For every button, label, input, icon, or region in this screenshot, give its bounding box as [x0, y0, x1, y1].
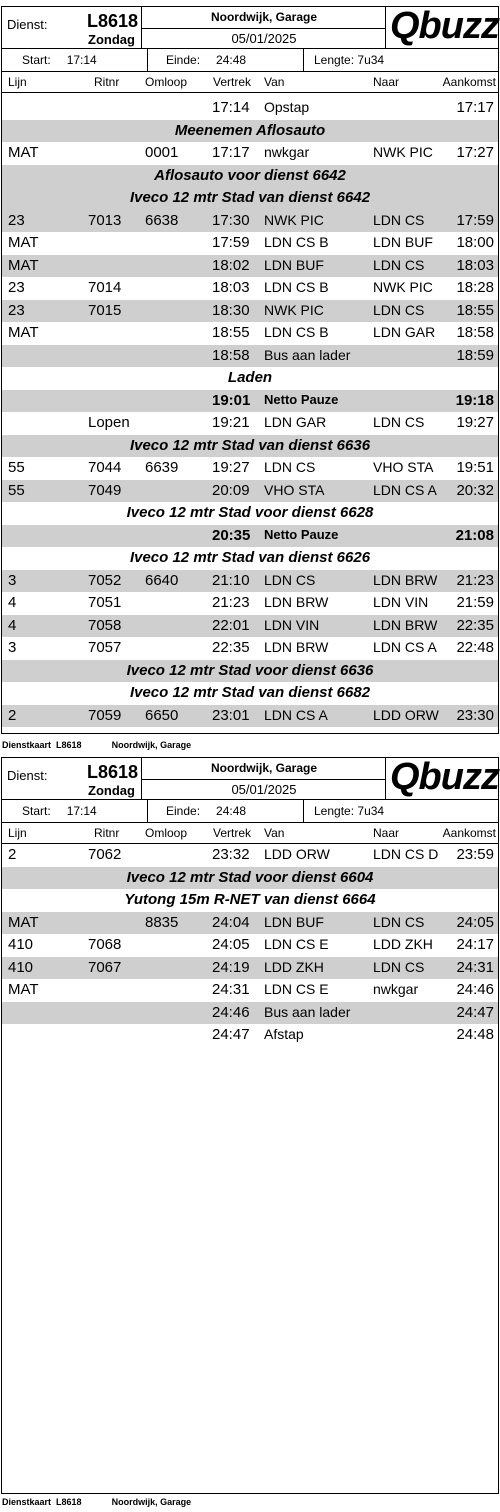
cell-van: LDN BUF — [264, 913, 324, 930]
cell-ritnr: 7044 — [88, 459, 122, 476]
cell-aankomst: 23:59 — [456, 846, 494, 863]
cell-van: LDN BRW — [264, 639, 329, 655]
trip-row — [2, 232, 498, 255]
cell-naar: LDN CS A — [373, 481, 437, 498]
day-label: Zondag — [88, 783, 135, 798]
cell-lijn: MAT — [8, 256, 39, 274]
section-header — [2, 165, 498, 188]
cell-vertrek: 18:55 — [212, 324, 250, 341]
cell-aankomst: 24:47 — [456, 1003, 494, 1021]
cell-ritnr: 7014 — [88, 279, 122, 296]
cell-vertrek: 18:30 — [212, 301, 250, 319]
cell-aankomst: 17:59 — [456, 211, 494, 229]
cell-lijn: 23 — [8, 301, 25, 319]
cell-aankomst: 21:59 — [456, 594, 494, 611]
start-cell — [2, 800, 148, 822]
cell-vertrek: 17:59 — [212, 234, 250, 251]
trip-row — [2, 705, 498, 728]
cell-vertrek: 24:31 — [212, 981, 250, 998]
footer-dienst: L8618 — [56, 1497, 82, 1507]
cell-lijn: 4 — [8, 616, 17, 634]
cell-naar: LDN CS A — [373, 639, 437, 655]
cell-aankomst: 21:23 — [456, 571, 494, 589]
cell-vertrek: 22:35 — [212, 639, 250, 656]
cell-vertrek: 23:32 — [212, 846, 250, 863]
cell-vertrek: 21:10 — [212, 571, 250, 589]
trip-row — [2, 525, 498, 548]
cell-vertrek: 24:19 — [212, 958, 250, 976]
col-lijn: Lijn — [8, 75, 27, 89]
cell-lijn: 410 — [8, 958, 34, 976]
cell-van: LDN BUF — [264, 256, 324, 273]
trip-row — [2, 844, 498, 867]
trip-row — [2, 480, 498, 503]
col-omloop: Omloop — [145, 75, 188, 89]
times-row — [2, 800, 498, 822]
cell-vertrek: 18:58 — [212, 346, 250, 364]
cell-naar: LDN CS D — [373, 846, 439, 862]
cell-lijn: MAT — [8, 144, 39, 161]
footer-location: Noordwijk, Garage — [111, 1497, 192, 1507]
col-aankomst: Aankomst — [442, 75, 496, 89]
trip-row — [2, 934, 498, 957]
section-header — [2, 660, 498, 683]
section-title: Laden — [227, 369, 273, 386]
trip-row — [2, 1024, 498, 1047]
cell-naar: LDD ZKH — [373, 936, 433, 952]
section-title: Iveco 12 mtr Stad van dienst 6626 — [129, 549, 371, 566]
cell-aankomst: 24:05 — [456, 913, 494, 931]
lengte-value: 7u34 — [357, 53, 385, 67]
cell-naar: NWK PIC — [373, 279, 433, 295]
location: Noordwijk, Garage — [142, 758, 386, 780]
section-title: Yutong 15m R-NET van dienst 6664 — [124, 891, 376, 908]
col-vertrek: Vertrek — [213, 826, 252, 840]
col-aankomst: Aankomst — [442, 826, 496, 840]
cell-aankomst: 24:48 — [456, 1026, 494, 1043]
dienst-label: Dienst: — [7, 768, 48, 783]
section-header — [2, 889, 498, 912]
trip-row — [2, 457, 498, 480]
footer-label: Dienstkaart — [2, 1497, 52, 1507]
cell-ritnr: 7067 — [88, 958, 122, 976]
cell-omloop: 6650 — [145, 706, 179, 724]
location: Noordwijk, Garage — [142, 7, 386, 29]
dienst-label: Dienst: — [7, 17, 48, 32]
trip-table — [2, 93, 498, 727]
lengte-cell — [304, 49, 498, 71]
trip-table — [2, 844, 498, 1047]
section-title: Iveco 12 mtr Stad voor dienst 6604 — [126, 868, 374, 886]
cell-vertrek: 22:01 — [212, 616, 250, 634]
cell-van: LDN CS B — [264, 234, 329, 250]
start-time: 17:14 — [66, 53, 97, 67]
col-van: Van — [264, 826, 285, 840]
cell-aankomst: 23:30 — [456, 706, 494, 724]
cell-aankomst: 21:08 — [455, 526, 494, 544]
cell-naar: LDN BRW — [373, 616, 438, 633]
cell-van: LDN VIN — [264, 616, 320, 633]
cell-lijn: 2 — [8, 706, 17, 724]
start-label: Start: — [22, 53, 51, 67]
cell-aankomst: 19:51 — [456, 459, 494, 476]
section-title: Iveco 12 mtr Stad voor dienst 6636 — [126, 661, 374, 679]
cell-naar: LDN GAR — [373, 324, 436, 340]
cell-aankomst: 19:27 — [456, 414, 494, 431]
cell-van: Bus aan lader — [264, 346, 351, 363]
start-label: Start: — [22, 804, 51, 818]
trip-row — [2, 1002, 498, 1025]
cell-aankomst: 24:46 — [456, 981, 494, 998]
cell-vertrek: 24:46 — [212, 1003, 250, 1021]
col-naar: Naar — [373, 826, 400, 840]
day-label: Zondag — [88, 32, 135, 47]
logo-text: Qbuzz — [390, 5, 499, 47]
cell-lijn: 55 — [8, 481, 25, 499]
col-lijn: Lijn — [8, 826, 27, 840]
dienst-cell — [2, 758, 142, 800]
cell-van: Opstap — [264, 99, 310, 115]
cell-aankomst: 17:17 — [456, 99, 494, 116]
cell-aankomst: 18:55 — [456, 301, 494, 319]
einde-cell — [148, 49, 304, 71]
einde-label: Einde: — [166, 804, 201, 818]
cell-lijn: 4 — [8, 594, 17, 611]
start-cell — [2, 49, 148, 71]
column-header — [2, 823, 498, 844]
dienst-number: L8618 — [87, 762, 139, 782]
section-header — [2, 367, 498, 390]
footer-label: Dienstkaart — [2, 740, 52, 750]
section-header — [2, 547, 498, 570]
trip-row — [2, 142, 498, 165]
section-header — [2, 120, 498, 143]
cell-vertrek: 21:23 — [212, 594, 250, 611]
cell-van: nwkgar — [264, 144, 310, 160]
cell-ritnr: 7049 — [88, 481, 122, 499]
cell-ritnr: 7068 — [88, 936, 122, 953]
cell-van: LDD ZKH — [264, 958, 324, 975]
footer-location: Noordwijk, Garage — [111, 740, 192, 750]
cell-omloop: 6639 — [145, 459, 179, 476]
column-header — [2, 72, 498, 93]
lengte-value: 7u34 — [357, 804, 385, 818]
cell-van: LDN CS — [264, 571, 316, 588]
cell-naar: LDN VIN — [373, 594, 429, 610]
cell-lijn: 3 — [8, 639, 17, 656]
trip-row — [2, 592, 498, 615]
trip-row — [2, 637, 498, 660]
cell-van: Bus aan lader — [264, 1003, 351, 1020]
cell-naar: LDN CS — [373, 958, 425, 975]
cell-omloop: 8835 — [145, 913, 179, 931]
section-title: Iveco 12 mtr Stad van dienst 6636 — [129, 436, 371, 454]
cell-van: LDN CS E — [264, 981, 329, 997]
cell-lijn: 55 — [8, 459, 25, 476]
cell-omloop: 6640 — [145, 571, 179, 589]
trip-row — [2, 322, 498, 345]
cell-ritnr: 7013 — [88, 211, 122, 229]
cell-ritnr: 7058 — [88, 616, 122, 634]
col-ritnr: Ritnr — [94, 826, 120, 840]
trip-row — [2, 412, 498, 435]
cell-naar: NWK PIC — [373, 144, 433, 160]
lengte-cell — [304, 800, 498, 822]
cell-ritnr: 7059 — [88, 706, 122, 724]
logo-text: Qbuzz — [390, 756, 499, 798]
cell-naar: VHO STA — [373, 459, 434, 475]
cell-ritnr: 7052 — [88, 571, 122, 589]
cell-vertrek: 18:03 — [212, 279, 250, 296]
cell-naar: LDD ORW — [373, 706, 439, 723]
cell-aankomst: 17:27 — [456, 144, 494, 161]
col-vertrek: Vertrek — [213, 75, 252, 89]
cell-lijn: MAT — [8, 324, 39, 341]
cell-aankomst: 24:31 — [456, 958, 494, 976]
cell-van: LDN CS B — [264, 324, 329, 340]
footer-dienst: L8618 — [56, 740, 82, 750]
cell-van: VHO STA — [264, 481, 325, 498]
cell-lijn: MAT — [8, 234, 39, 251]
card-header — [2, 7, 498, 72]
footer-page-1 — [2, 740, 191, 750]
cell-vertrek: 20:09 — [212, 481, 250, 499]
cell-omloop: 6638 — [145, 211, 179, 229]
cell-vertrek: 17:17 — [212, 144, 250, 161]
date: 05/01/2025 — [231, 782, 297, 797]
cell-van: LDN CS B — [264, 279, 329, 295]
cell-vertrek: 19:27 — [212, 459, 250, 476]
cell-vertrek: 23:01 — [212, 706, 250, 724]
trip-row — [2, 300, 498, 323]
section-header — [2, 682, 498, 705]
cell-aankomst: 20:32 — [456, 481, 494, 499]
cell-aankomst: 18:03 — [456, 256, 494, 274]
cell-aankomst: 22:48 — [456, 639, 494, 656]
section-header — [2, 502, 498, 525]
cell-lijn: MAT — [8, 981, 39, 998]
cell-lijn: 3 — [8, 571, 17, 589]
col-van: Van — [264, 75, 285, 89]
cell-naar: LDN CS — [373, 211, 425, 228]
cell-naar: LDN BRW — [373, 571, 438, 588]
start-time: 17:14 — [66, 804, 97, 818]
trip-row — [2, 570, 498, 593]
date: 05/01/2025 — [231, 31, 297, 46]
qbuzz-logo — [386, 758, 498, 800]
cell-naar: LDN CS — [373, 913, 425, 930]
cell-lijn: 23 — [8, 279, 25, 296]
cell-vertrek: 18:02 — [212, 256, 250, 274]
trip-row — [2, 210, 498, 233]
cell-van: LDN CS — [264, 459, 316, 475]
cell-naar: LDN CS — [373, 301, 425, 318]
dienst-cell — [2, 7, 142, 49]
cell-aankomst: 19:18 — [455, 391, 494, 409]
lengte-label: Lengte: — [314, 53, 355, 67]
section-title: Iveco 12 mtr Stad voor dienst 6628 — [126, 504, 374, 521]
cell-vertrek: 19:01 — [212, 391, 251, 409]
trip-row — [2, 615, 498, 638]
section-title: Meenemen Aflosauto — [174, 121, 326, 139]
dienstkaart-page-2 — [1, 757, 499, 1494]
cell-van: LDN BRW — [264, 594, 329, 610]
section-header — [2, 435, 498, 458]
cell-ritnr: Lopen — [88, 414, 130, 431]
location-cell — [142, 758, 386, 800]
cell-naar: nwkgar — [373, 981, 419, 997]
cell-lijn: 410 — [8, 936, 34, 953]
dienstkaart-page-1 — [1, 6, 499, 734]
trip-row — [2, 390, 498, 413]
section-header — [2, 187, 498, 210]
cell-omloop: 0001 — [145, 144, 179, 161]
cell-aankomst: 18:59 — [456, 346, 494, 364]
lengte-label: Lengte: — [314, 804, 355, 818]
times-row — [2, 49, 498, 71]
einde-time: 24:48 — [216, 804, 247, 818]
cell-vertrek: 24:04 — [212, 913, 250, 931]
cell-van: Afstap — [264, 1026, 304, 1042]
col-ritnr: Ritnr — [94, 75, 120, 89]
cell-van: Netto Pauze — [264, 526, 339, 542]
cell-van: NWK PIC — [264, 301, 324, 318]
cell-vertrek: 24:05 — [212, 936, 250, 953]
section-title: Iveco 12 mtr Stad van dienst 6642 — [129, 189, 371, 206]
section-title: Aflosauto voor dienst 6642 — [154, 166, 346, 184]
cell-naar: LDN BUF — [373, 234, 433, 250]
cell-van: NWK PIC — [264, 211, 324, 228]
trip-row — [2, 97, 498, 120]
trip-row — [2, 979, 498, 1002]
cell-ritnr: 7062 — [88, 846, 122, 863]
cell-van: LDN CS A — [264, 706, 328, 723]
section-header — [2, 867, 498, 890]
location-cell — [142, 7, 386, 49]
cell-van: LDN GAR — [264, 414, 327, 430]
cell-naar: LDN CS — [373, 256, 425, 273]
dienst-number: L8618 — [87, 11, 139, 31]
col-omloop: Omloop — [145, 826, 188, 840]
cell-vertrek: 20:35 — [212, 526, 251, 544]
footer-page-2 — [2, 1497, 191, 1507]
trip-row — [2, 277, 498, 300]
cell-ritnr: 7057 — [88, 639, 122, 656]
qbuzz-logo — [386, 7, 498, 49]
cell-aankomst: 18:00 — [456, 234, 494, 251]
cell-aankomst: 24:17 — [456, 936, 494, 953]
trip-row — [2, 255, 498, 278]
cell-vertrek: 24:47 — [212, 1026, 250, 1043]
cell-lijn: 2 — [8, 846, 17, 863]
cell-van: Netto Pauze — [264, 391, 339, 407]
einde-time: 24:48 — [216, 53, 247, 67]
einde-label: Einde: — [166, 53, 201, 67]
cell-lijn: 23 — [8, 211, 25, 229]
cell-aankomst: 18:28 — [456, 279, 494, 296]
cell-vertrek: 17:14 — [212, 99, 250, 116]
cell-lijn: MAT — [8, 913, 39, 931]
cell-ritnr: 7015 — [88, 301, 122, 319]
trip-row — [2, 957, 498, 980]
cell-aankomst: 22:35 — [456, 616, 494, 634]
einde-cell — [148, 800, 304, 822]
cell-van: LDN CS E — [264, 936, 329, 952]
cell-van: LDD ORW — [264, 846, 330, 862]
section-title: Iveco 12 mtr Stad van dienst 6682 — [129, 684, 371, 701]
trip-row — [2, 345, 498, 368]
trip-row — [2, 912, 498, 935]
card-header — [2, 758, 498, 823]
cell-vertrek: 19:21 — [212, 414, 250, 431]
cell-naar: LDN CS — [373, 414, 425, 430]
cell-ritnr: 7051 — [88, 594, 122, 611]
cell-aankomst: 18:58 — [456, 324, 494, 341]
col-naar: Naar — [373, 75, 400, 89]
cell-vertrek: 17:30 — [212, 211, 250, 229]
